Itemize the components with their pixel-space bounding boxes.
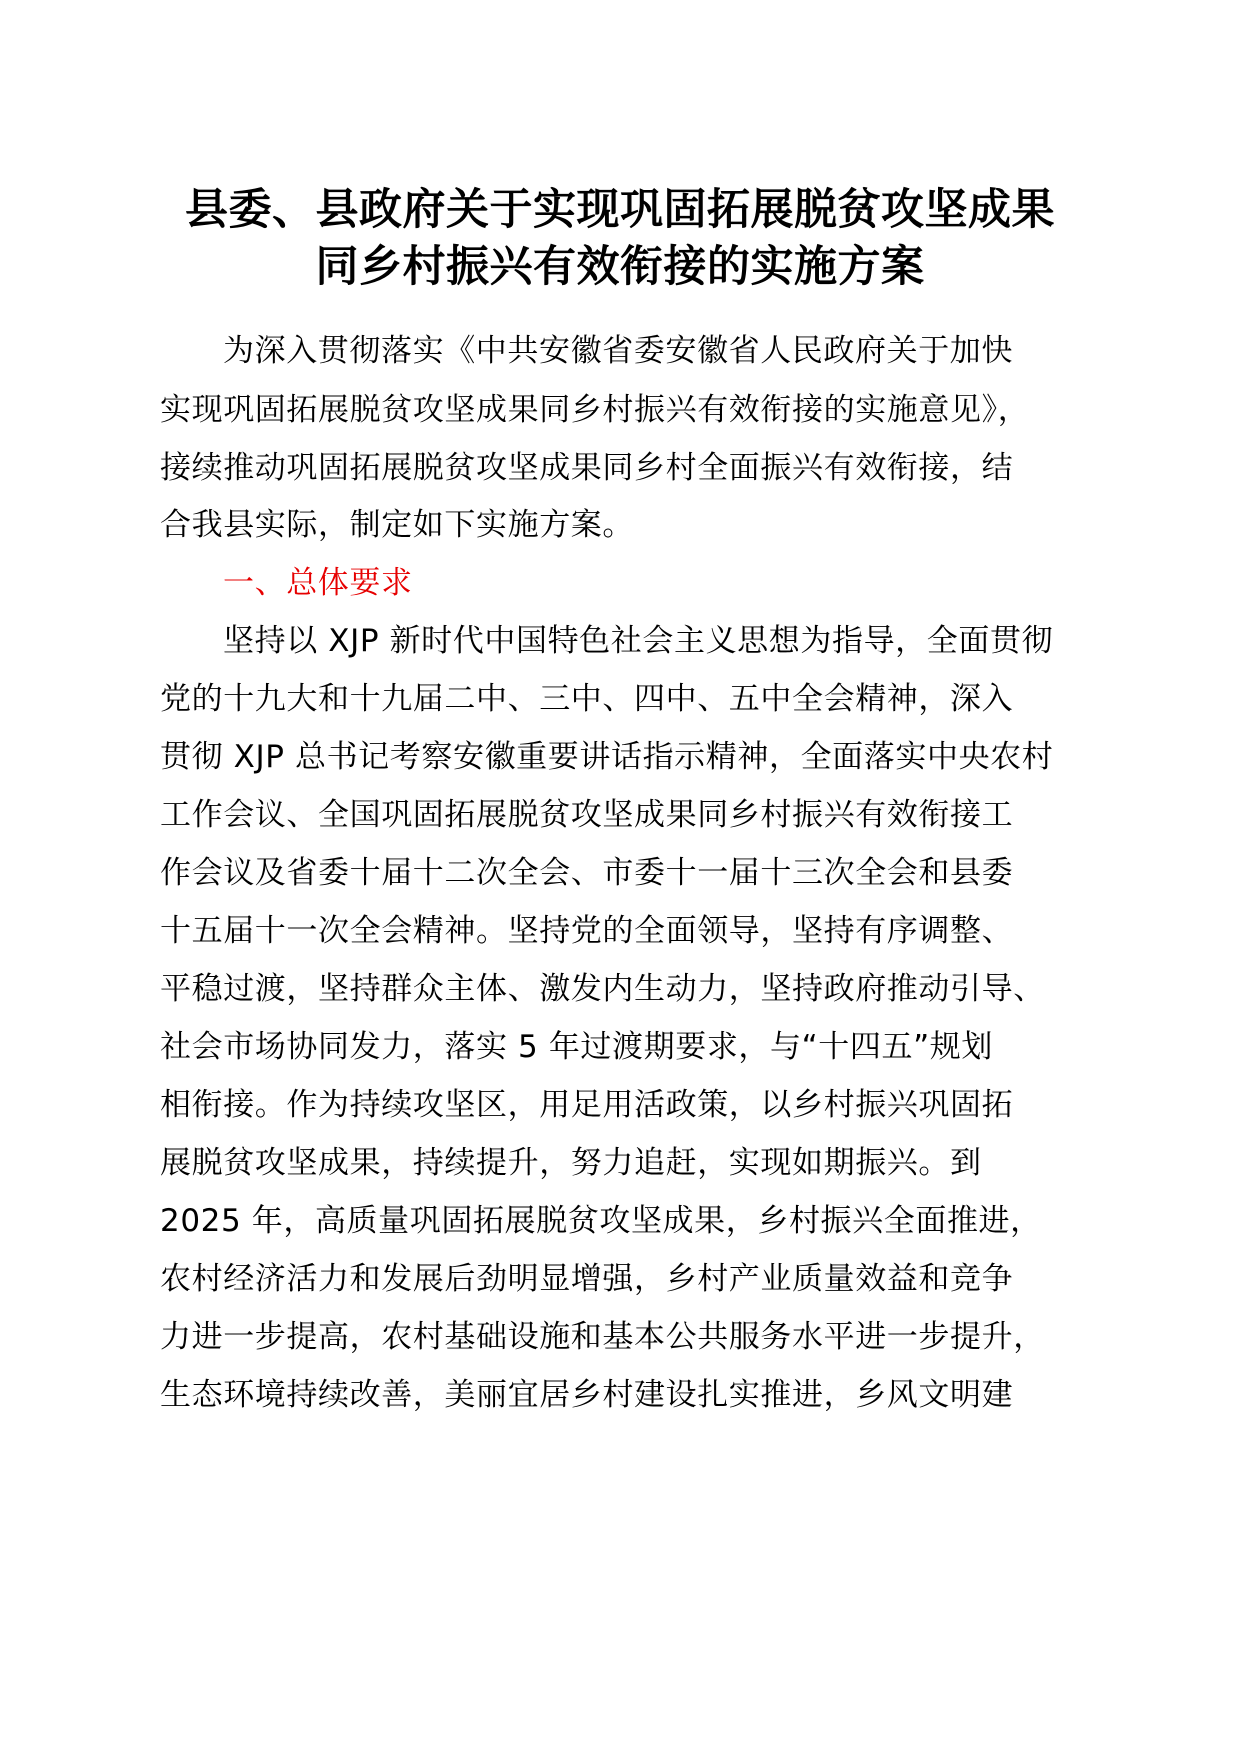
paragraph-line: 平稳过渡，坚持群众主体、激发内生动力，坚持政府推动引导、 xyxy=(160,971,1045,1007)
paragraph-line: 展脱贫攻坚成果，持续提升，努力追赶，实现如期振兴。到 xyxy=(160,1145,982,1181)
title-line-2: 同乡村振兴有效衔接的实施方案 xyxy=(315,242,925,292)
paragraph-line: 力进一步提高，农村基础设施和基本公共服务水平进一步提升， xyxy=(160,1319,1045,1355)
paragraph-line: 十五届十一次全会精神。坚持党的全面领导，坚持有序调整、 xyxy=(160,913,1014,949)
paragraph-line: 相衔接。作为持续攻坚区，用足用活政策，以乡村振兴巩固拓 xyxy=(160,1087,1014,1123)
paragraph-line: 贯彻 XJP 总书记考察安徽重要讲话指示精神，全面落实中央农村 xyxy=(160,739,1054,775)
section-heading: 一、总体要求 xyxy=(223,565,413,601)
paragraph-line: 实现巩固拓展脱贫攻坚成果同乡村振兴有效衔接的实施意见》， xyxy=(160,392,1030,428)
paragraph-line: 合我县实际，制定如下实施方案。 xyxy=(160,507,634,543)
paragraph-line: 坚持以 XJP 新时代中国特色社会主义思想为指导，全面贯彻 xyxy=(223,623,1054,659)
paragraph-line: 党的十九大和十九届二中、三中、四中、五中全会精神，深入 xyxy=(160,681,1014,717)
title-line-1: 县委、县政府关于实现巩固拓展脱贫攻坚成果 xyxy=(185,185,1055,235)
paragraph-line: 生态环境持续改善，美丽宜居乡村建设扎实推进，乡风文明建 xyxy=(160,1377,1014,1413)
paragraph-line: 社会市场协同发力，落实 5 年过渡期要求，与“十四五”规划 xyxy=(160,1029,993,1065)
paragraph-line: 接续推动巩固拓展脱贫攻坚成果同乡村全面振兴有效衔接，结 xyxy=(160,450,1014,486)
paragraph-line: 2025 年，高质量巩固拓展脱贫攻坚成果，乡村振兴全面推进， xyxy=(160,1203,1042,1239)
paragraph-line: 农村经济活力和发展后劲明显增强，乡村产业质量效益和竞争 xyxy=(160,1261,1014,1297)
paragraph-line: 工作会议、全国巩固拓展脱贫攻坚成果同乡村振兴有效衔接工 xyxy=(160,797,1014,833)
paragraph-line: 为深入贯彻落实《中共安徽省委安徽省人民政府关于加快 xyxy=(223,333,1013,369)
paragraph-line: 作会议及省委十届十二次全会、市委十一届十三次全会和县委 xyxy=(160,855,1014,891)
